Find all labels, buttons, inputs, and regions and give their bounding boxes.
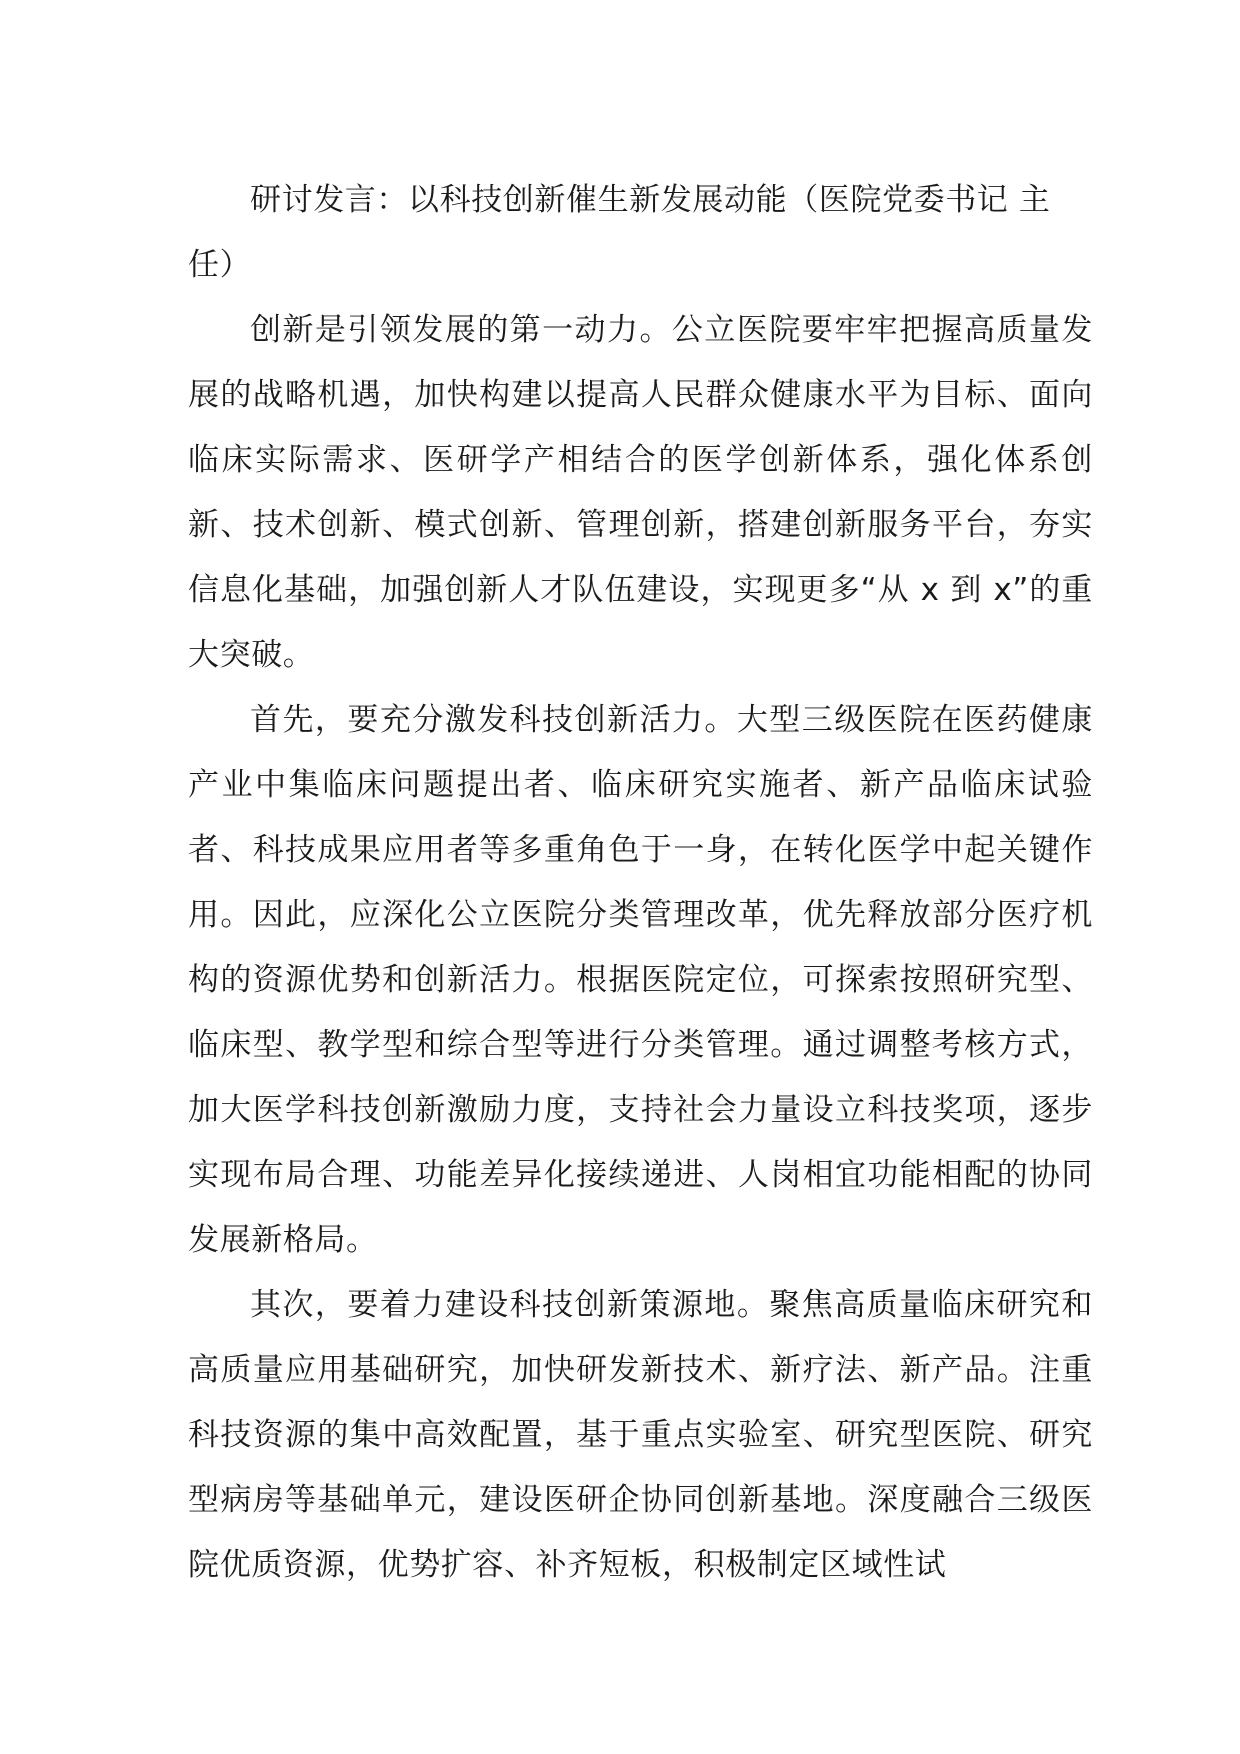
paragraph-second-point: 其次，要着力建设科技创新策源地。聚焦高质量临床研究和高质量应用基础研究，加快研发新技术、新疗法、新产品。注重科技资源的集中高效配置，基于重点实验室、研究型医院、研究型病房等基础单元，建设医研企协同创新基地。深度融合三级医院优质资源，优势扩容、补齐短板，积极制定区域性试 <box>188 1287 1093 1583</box>
document-page <box>188 168 1093 1598</box>
document-title: 研讨发言：以科技创新催生新发展动能（医院党委书记 主任） <box>188 182 1051 283</box>
paragraph-first-point: 首先，要充分激发科技创新活力。大型三级医院在医药健康产业中集临床问题提出者、临床研究实施者、新产品临床试验者、科技成果应用者等多重角色于一身，在转化医学中起关键作用。因此，应深化公立医院分类管理改革，优先释放部分医疗机构的资源优势和创新活力。根据医院定位，可探索按照研究型、临床型、教学型和综合型等进行分类管理。通过调整考核方式，加大医学科技创新激励力度，支持社会力量设立科技奖项，逐步实现布局合理、功能差异化接续递进、人岗相宜功能相配的协同发展新格局。 <box>188 702 1093 1258</box>
paragraph-intro: 创新是引领发展的第一动力。公立医院要牢牢把握高质量发展的战略机遇，加快构建以提高人民群众健康水平为目标、面向临床实际需求、医研学产相结合的医学创新体系，强化体系创新、技术创新、模式创新、管理创新，搭建创新服务平台，夯实信息化基础，加强创新人才队伍建设，实现更多“从 x 到 x”的重大突破。 <box>188 312 1093 673</box>
